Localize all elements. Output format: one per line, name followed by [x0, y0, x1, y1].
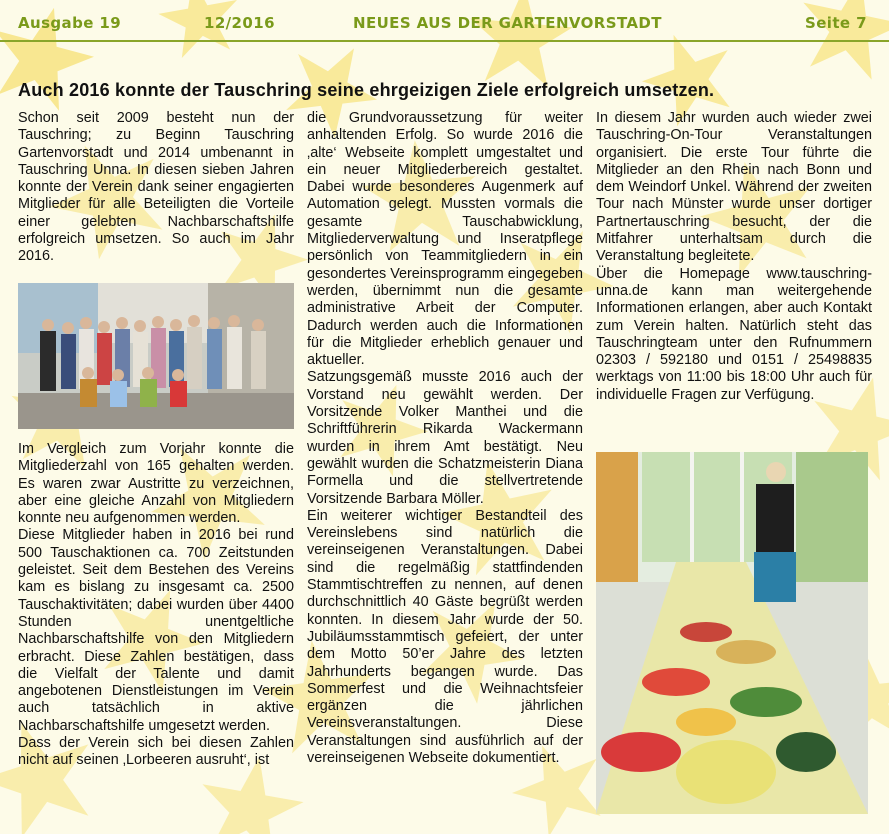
website-paragraph: die Grundvoraussetzung für weiter anhaltenden Erfolg. So wurde 2016 die ‚alte‘ Webseite komplett umgestaltet und ein neuer Mitgliederbereich gestaltet. Dabei wurde besonderes Augenmerk auf Automation gelegt. Mussten vormals die gesamte Tauschabwicklung, Mitgliederverwaltung und Inseratpflege persönlich von Teammitgliedern in ein gesondertes Vereinsprogramm eingegeben werden, übernimmt nun die gesamte administrative Arbeit der Computer. Dadurch werden auch die Informationen für die Mitglieder erheblich genauer und aktueller.	[307, 110, 584, 369]
tours-paragraph: In diesem Jahr wurden auch wieder zwei Tauschring-On-Tour Veranstaltungen organisiert. Die erste Tour führte die Mitglieder an den Rhein nach Bonn und dem Weindorf Unkel. Während der zweiten Tour nach Münster wurde unser dortiger Partnertauschring besucht, der die Mitfahrer unterhaltsam durch die Veranstaltung begleitete.	[596, 110, 872, 265]
board-election-paragraph: Satzungsgemäß musste 2016 auch der Vorstand neu gewählt werden. Der Vorsitzende Volker Manthei und die Schriftführerin Rikarda Wackermann wurden in ihrem Amt bestätigt. Neu gewählt wurden die Schatzmeisterin Diana Formella und die stellvertretende Vorsitzende Barbara Möller.	[307, 369, 583, 507]
page-number: Seite 7	[805, 14, 867, 32]
column-1-body	[18, 441, 294, 770]
group-photo	[18, 283, 294, 429]
contact-paragraph: Über die Homepage www.tauschring-unna.de kann man weitergehende Informationen erlangen, aber auch Kontakt zum Verein halten. Natürlich steht das Tauschringteam unter den Rufnummern 02303 / 592180 und 0151 / 25498835 werktags von 11:00 bis 18:00 Uhr auch für individuelle Fragen zur Verfügung.	[596, 265, 872, 403]
column-3	[596, 110, 872, 404]
page-header	[0, 0, 889, 40]
issue-date: 12/2016	[204, 14, 275, 32]
article-headline: Auch 2016 konnte der Tauschring seine ehrgeizigen Ziele erfolgreich umsetzen.	[18, 80, 715, 100]
newsletter-title: NEUES AUS DER GARTENVORSTADT	[353, 14, 662, 32]
issue-number: Ausgabe 19	[18, 14, 122, 32]
events-paragraph: Ein weiterer wichtiger Bestandteil des Vereinslebens sind natürlich die vereinseigenen Veranstaltungen. Dabei sind die regelmäßig stattfindenden Stammtischtreffen zu nennen, auf denen durchschnittlich 40 Gäste begrüßt werden konnten. In diesem Jahr wurde der 50. Jubiläumsstammtisch gefeiert, der unter dem Motto 50’er Jahre des letzten Jahrhunderts begangen wurde. Das Sommerfest und die Weihnachtsfeier ergänzen die jährlichen Vereinsveranstaltungen. Diese Veranstaltungen sind ausführlich auf der vereinseigenen Webseite dokumentiert.	[307, 507, 583, 766]
column-2	[307, 110, 583, 767]
statistics-paragraph: Diese Mitglieder haben in 2016 bei rund 500 Tauschaktionen ca. 700 Zeitstunden geleistet. Seit dem Bestehen des Vereins kam es bislang zu insgesamt ca. 2500 Tauschaktivitäten; dabei wurden über 4400 Stunden unentgeltliche Nachbarschaftshilfe von den Mitgliedern erbracht. Diese Zahlen bestätigen, dass die Vielfalt der Talente und damit angebotenen Dienstleistungen im Verein auch tatsächlich in aktive Nachbarschaftshilfe umgesetzt werden.	[18, 527, 294, 734]
column-1-intro	[18, 110, 294, 266]
buffet-photo	[596, 452, 868, 814]
members-paragraph: Im Vergleich zum Vorjahr konnte die Mitgliederzahl von 165 gehalten werden. Es waren zwar Austritte zu verzeichnen, aber eine gleiche Anzahl von Mitgliedern konnte neu aufgenommen werden.	[18, 441, 294, 527]
intro-paragraph: Schon seit 2009 besteht nun der Tauschring; zu Beginn Tauschring Gartenvorstadt und 2014 umbenannt in Tauschring Unna. In diesen sieben Jahren konnte der Verein dank seiner engagierten Mitglieder für alle Beteiligten die Vorteile einer gelebten Nachbarschaftshilfe erfolgreich umsetzen. So auch im Jahr 2016.	[18, 110, 294, 265]
column-1-ending: Dass der Verein sich bei diesen Zahlen nicht auf seinen ‚Lorbeeren ausruht‘, ist	[18, 735, 294, 769]
header-divider	[0, 40, 889, 42]
